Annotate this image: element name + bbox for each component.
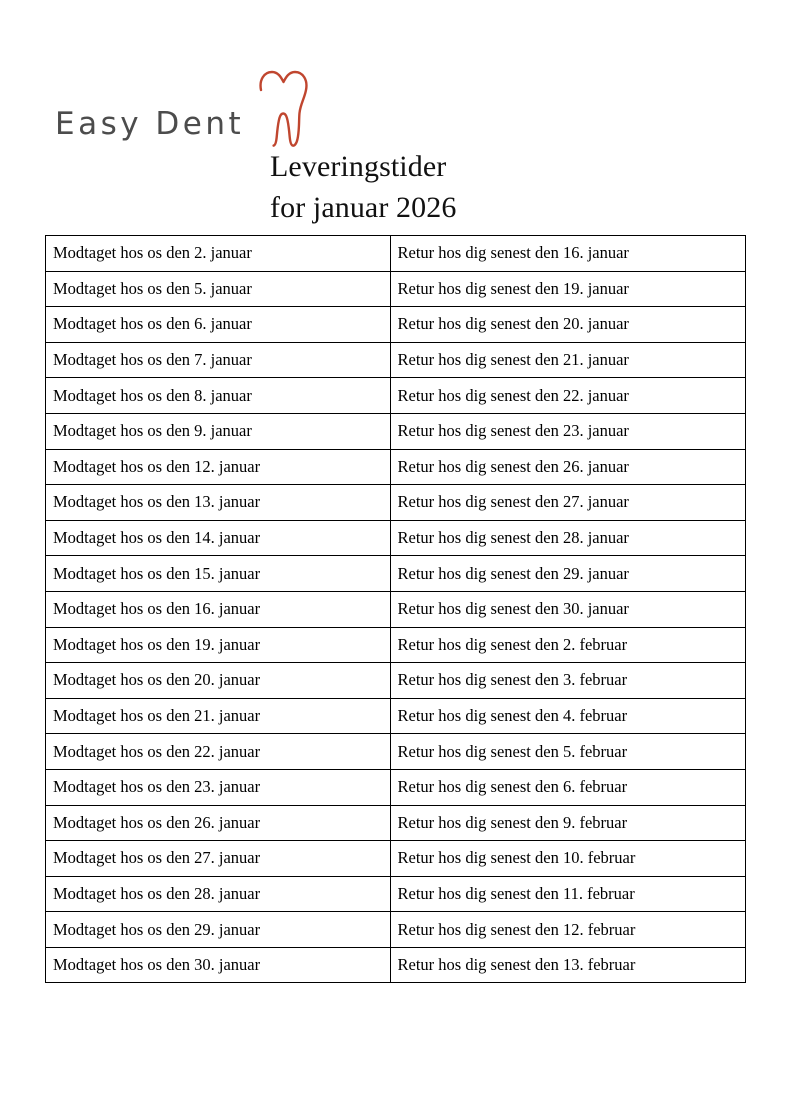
cell-received-date: Modtaget hos os den 5. januar <box>46 271 391 307</box>
cell-return-date: Retur hos dig senest den 12. februar <box>390 912 745 948</box>
table-row <box>46 236 746 272</box>
cell-received-date: Modtaget hos os den 21. januar <box>46 698 391 734</box>
cell-return-date: Retur hos dig senest den 21. januar <box>390 342 745 378</box>
table-row <box>46 556 746 592</box>
cell-return-date: Retur hos dig senest den 26. januar <box>390 449 745 485</box>
cell-received-date: Modtaget hos os den 8. januar <box>46 378 391 414</box>
cell-return-date: Retur hos dig senest den 10. februar <box>390 841 745 877</box>
table-row <box>46 413 746 449</box>
table-body <box>46 236 746 983</box>
cell-received-date: Modtaget hos os den 13. januar <box>46 485 391 521</box>
cell-received-date: Modtaget hos os den 29. januar <box>46 912 391 948</box>
tooth-icon <box>251 68 315 150</box>
cell-received-date: Modtaget hos os den 9. januar <box>46 413 391 449</box>
page-title-line1: Leveringstider <box>270 150 447 183</box>
table-row <box>46 449 746 485</box>
cell-return-date: Retur hos dig senest den 2. februar <box>390 627 745 663</box>
cell-return-date: Retur hos dig senest den 11. februar <box>390 876 745 912</box>
table-row <box>46 591 746 627</box>
cell-received-date: Modtaget hos os den 26. januar <box>46 805 391 841</box>
cell-return-date: Retur hos dig senest den 30. januar <box>390 591 745 627</box>
cell-return-date: Retur hos dig senest den 29. januar <box>390 556 745 592</box>
cell-return-date: Retur hos dig senest den 16. januar <box>390 236 745 272</box>
cell-received-date: Modtaget hos os den 27. januar <box>46 841 391 877</box>
table-row <box>46 307 746 343</box>
table-row <box>46 947 746 983</box>
cell-received-date: Modtaget hos os den 14. januar <box>46 520 391 556</box>
table-row <box>46 805 746 841</box>
page-title-line2: for januar 2026 <box>270 191 457 225</box>
cell-return-date: Retur hos dig senest den 23. januar <box>390 413 745 449</box>
cell-received-date: Modtaget hos os den 23. januar <box>46 769 391 805</box>
cell-return-date: Retur hos dig senest den 20. januar <box>390 307 745 343</box>
table-row <box>46 663 746 699</box>
table-row <box>46 520 746 556</box>
cell-return-date: Retur hos dig senest den 22. januar <box>390 378 745 414</box>
page-title <box>270 146 456 229</box>
cell-received-date: Modtaget hos os den 15. januar <box>46 556 391 592</box>
table-row <box>46 485 746 521</box>
table-row <box>46 378 746 414</box>
cell-received-date: Modtaget hos os den 19. januar <box>46 627 391 663</box>
cell-return-date: Retur hos dig senest den 6. februar <box>390 769 745 805</box>
cell-received-date: Modtaget hos os den 22. januar <box>46 734 391 770</box>
brand-logo <box>55 68 325 148</box>
cell-received-date: Modtaget hos os den 12. januar <box>46 449 391 485</box>
cell-return-date: Retur hos dig senest den 9. februar <box>390 805 745 841</box>
table-row <box>46 841 746 877</box>
table-row <box>46 698 746 734</box>
cell-received-date: Modtaget hos os den 7. januar <box>46 342 391 378</box>
delivery-schedule-table <box>45 235 746 983</box>
cell-return-date: Retur hos dig senest den 5. februar <box>390 734 745 770</box>
table-row <box>46 627 746 663</box>
table-row <box>46 876 746 912</box>
cell-received-date: Modtaget hos os den 28. januar <box>46 876 391 912</box>
table-row <box>46 342 746 378</box>
cell-return-date: Retur hos dig senest den 3. februar <box>390 663 745 699</box>
cell-return-date: Retur hos dig senest den 27. januar <box>390 485 745 521</box>
cell-received-date: Modtaget hos os den 16. januar <box>46 591 391 627</box>
table-row <box>46 271 746 307</box>
cell-return-date: Retur hos dig senest den 19. januar <box>390 271 745 307</box>
table-row <box>46 912 746 948</box>
table-row <box>46 734 746 770</box>
cell-received-date: Modtaget hos os den 2. januar <box>46 236 391 272</box>
cell-received-date: Modtaget hos os den 20. januar <box>46 663 391 699</box>
cell-return-date: Retur hos dig senest den 4. februar <box>390 698 745 734</box>
cell-received-date: Modtaget hos os den 6. januar <box>46 307 391 343</box>
cell-return-date: Retur hos dig senest den 28. januar <box>390 520 745 556</box>
cell-received-date: Modtaget hos os den 30. januar <box>46 947 391 983</box>
cell-return-date: Retur hos dig senest den 13. februar <box>390 947 745 983</box>
brand-wordmark: Easy Dent <box>55 106 245 142</box>
table-row <box>46 769 746 805</box>
